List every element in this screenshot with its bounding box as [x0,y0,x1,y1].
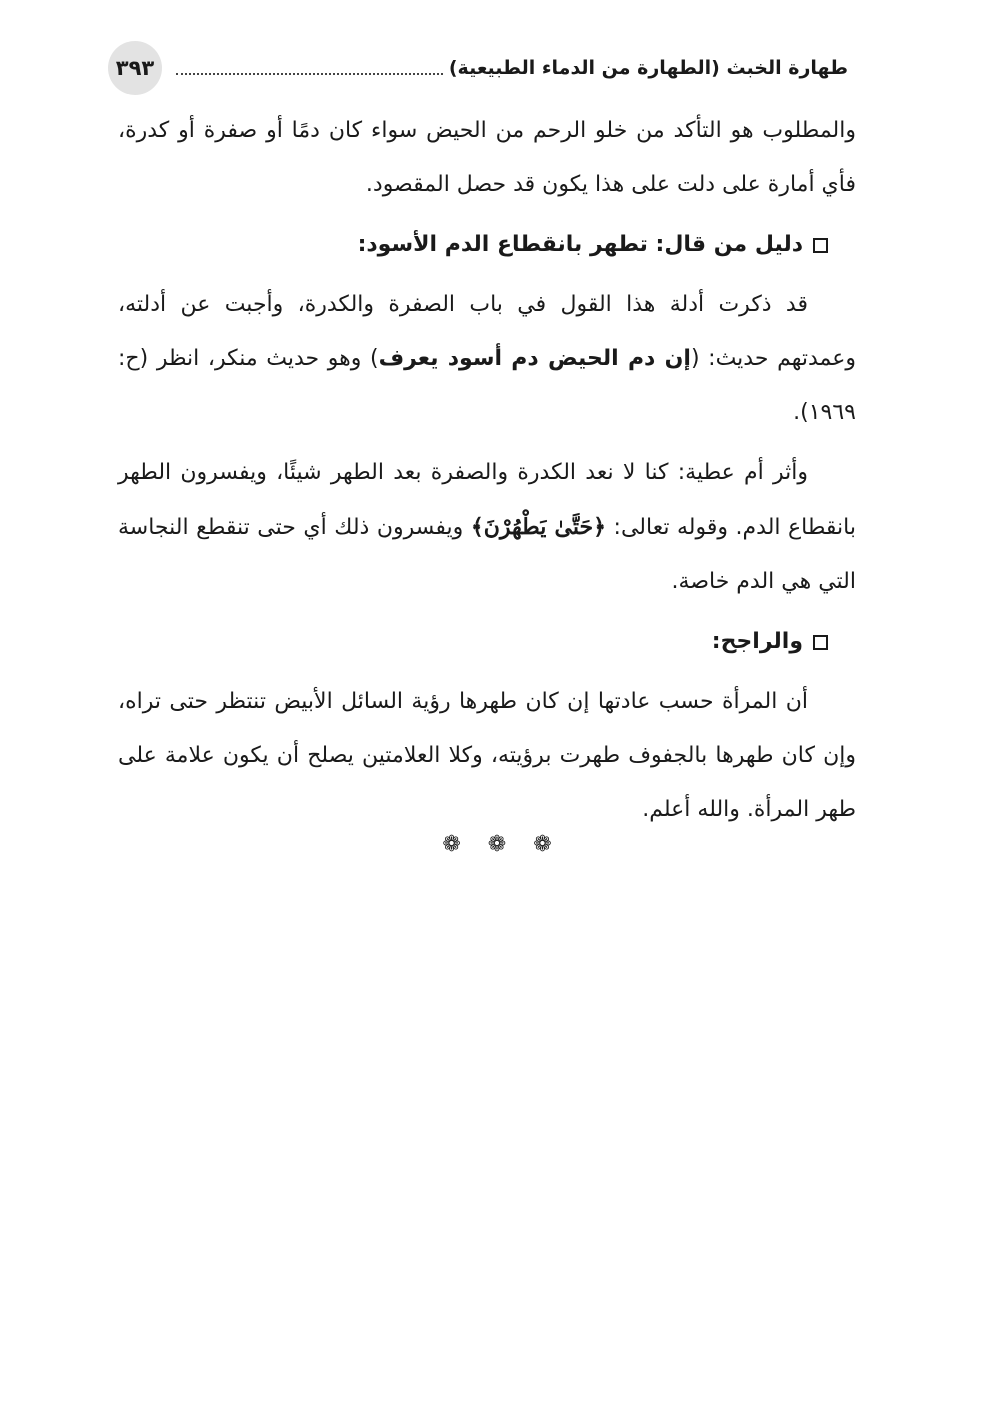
dotted-leader [176,73,443,75]
quran-quote: ﴿حَتَّىٰ يَطْهُرْنَ﴾ [470,514,607,540]
page-header [108,40,848,96]
checkbox-bullet-icon [813,635,828,650]
section-heading-preferred-text: والراجح: [711,629,803,654]
paragraph-1: والمطلوب هو التأكد من خلو الرحم من الحيض سواء كان دمًا أو صفرة أو كدرة، فأي أمارة على دلت على هذا يكون قد حصل المقصود. [118,118,856,197]
hadith-quote: إن دم الحيض دم أسود يعرف [378,346,691,371]
paragraph-3-text-b: ويفسرون ذلك أي حتى تنقطع النجاسة التي هي الدم خاصة. [118,515,856,594]
section-heading-evidence [118,218,856,272]
page-body [118,104,856,837]
checkbox-bullet-icon [813,238,828,253]
page-number: ٣٩٣ [108,41,162,95]
paragraph-4: أن المرأة حسب عادتها إن كان طهرها رؤية السائل الأبيض تنتظر حتى تراه، وإن كان طهرها بالجفوف طهرت برؤيته، وكلا العلامتين يصلح أن يكون علامة على طهر المرأة. والله أعلم. [118,689,856,822]
section-heading-preferred [118,615,856,669]
running-title: طهارة الخبث (الطهارة من الدماء الطبيعية) [448,57,848,79]
flower-ornament-icon: ❁ ❁ ❁ [442,832,562,857]
section-heading-evidence-text: دليل من قال: تطهر بانقطاع الدم الأسود: [357,232,803,257]
paragraph-2-text-a: قد ذكرت أدلة هذا القول في باب الصفرة والكدرة، وأجبت عن أدلته، وعمدتهم حديث: ( [118,292,856,371]
paragraph-2-text-b: ) وهو حديث منكر، انظر (ح: ١٩٦٩). [118,346,856,425]
paragraph-3 [118,446,856,609]
paragraph-3-text-a: وأثر أم عطية: كنا لا نعد الكدرة والصفرة بعد الطهر شيئًا، ويفسرون الطهر بانقطاع الدم. وقوله تعالى: [118,460,856,540]
paragraph-2 [118,278,856,440]
